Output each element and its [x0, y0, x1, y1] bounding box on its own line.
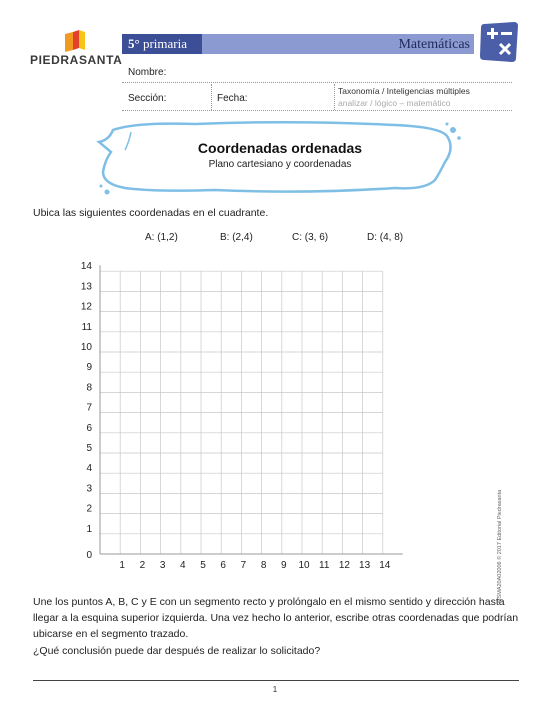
coordinate-d: D: (4, 8) [367, 232, 404, 243]
x-tick-label: 4 [180, 560, 186, 571]
y-tick-label: 5 [86, 443, 92, 454]
x-tick-label: 1 [119, 560, 125, 571]
x-tick-label: 14 [379, 560, 391, 571]
brand-name: PIEDRASANTA [30, 53, 123, 67]
x-tick-label: 11 [319, 560, 330, 571]
name-line[interactable] [122, 82, 512, 83]
y-tick-label: 8 [86, 382, 92, 394]
taxonomy-label: Taxonomía / Inteligencias múltiples [338, 86, 470, 96]
grade-label [122, 34, 202, 54]
piedrasanta-logo [30, 30, 122, 70]
x-tick-label: 2 [139, 560, 146, 571]
name-label: Nombre: [128, 67, 167, 78]
section-line[interactable] [122, 110, 512, 111]
section-label: Sección: [128, 93, 167, 104]
x-tick-label: 8 [260, 560, 267, 571]
exercise-paragraph: Une los puntos A, B, C y E con un segmento recto y prolóngalo en el mismo sentido y dirección hasta llegar a la esquina superior izquierda. Una vez hecho lo anterior, escribe otras coordenadas que podrían ubicarse en el segmento trazado. [33, 596, 519, 640]
y-tick-label: 4 [86, 463, 92, 475]
date-label: Fecha: [217, 93, 248, 104]
x-tick-label: 6 [220, 560, 226, 571]
origin-label: 0 [86, 550, 92, 561]
plus-minus-times-icon [480, 22, 518, 62]
y-tick-label: 13 [80, 281, 92, 293]
answer-line[interactable] [33, 680, 519, 681]
x-tick-label: 13 [359, 560, 371, 571]
x-tick-label: 3 [159, 560, 166, 571]
page-subtitle: Plano cartesiano y coordenadas [208, 159, 352, 170]
copyright-code: MSMA20A02006 © 2017 Editorial Piedrasanta [497, 489, 503, 603]
grade-level: primaria [142, 36, 187, 51]
y-tick-label: 1 [86, 523, 92, 535]
x-tick-label: 12 [338, 560, 350, 571]
page-title: Coordenadas ordenadas [197, 140, 363, 156]
form-divider [211, 84, 212, 110]
page-number: 1 [272, 685, 278, 694]
subject-title: Matemáticas [398, 37, 470, 52]
question-text: ¿Qué conclusión puede dar después de realizar lo solicitado? [33, 645, 321, 657]
coordinate-b: B: (2,4) [220, 232, 253, 243]
x-tick-label: 10 [298, 560, 310, 571]
instruction-text: Ubica las siguientes coordenadas en el cuadrante. [33, 207, 269, 219]
y-tick-label: 2 [86, 503, 92, 515]
y-tick-label: 7 [86, 402, 92, 414]
x-tick-label: 7 [240, 560, 247, 571]
y-tick-label: 12 [80, 301, 92, 313]
y-tick-label: 11 [81, 321, 92, 333]
y-tick-label: 6 [86, 422, 92, 434]
book-logo-icon [63, 30, 87, 52]
y-tick-label: 3 [86, 483, 92, 495]
y-tick-label: 9 [86, 362, 92, 374]
x-tick-label: 5 [200, 560, 206, 571]
coordinate-c: C: (3, 6) [292, 232, 329, 243]
taxonomy-detail: analizar / lógico – matemático [338, 98, 451, 108]
grade-number: 5° [128, 36, 140, 51]
coordinate-a: A: (1,2) [145, 232, 178, 243]
x-tick-label: 9 [281, 560, 287, 571]
y-tick-label: 10 [80, 342, 92, 353]
form-divider [334, 84, 335, 110]
cartesian-grid[interactable] [60, 258, 470, 578]
y-tick-label: 14 [80, 261, 92, 273]
